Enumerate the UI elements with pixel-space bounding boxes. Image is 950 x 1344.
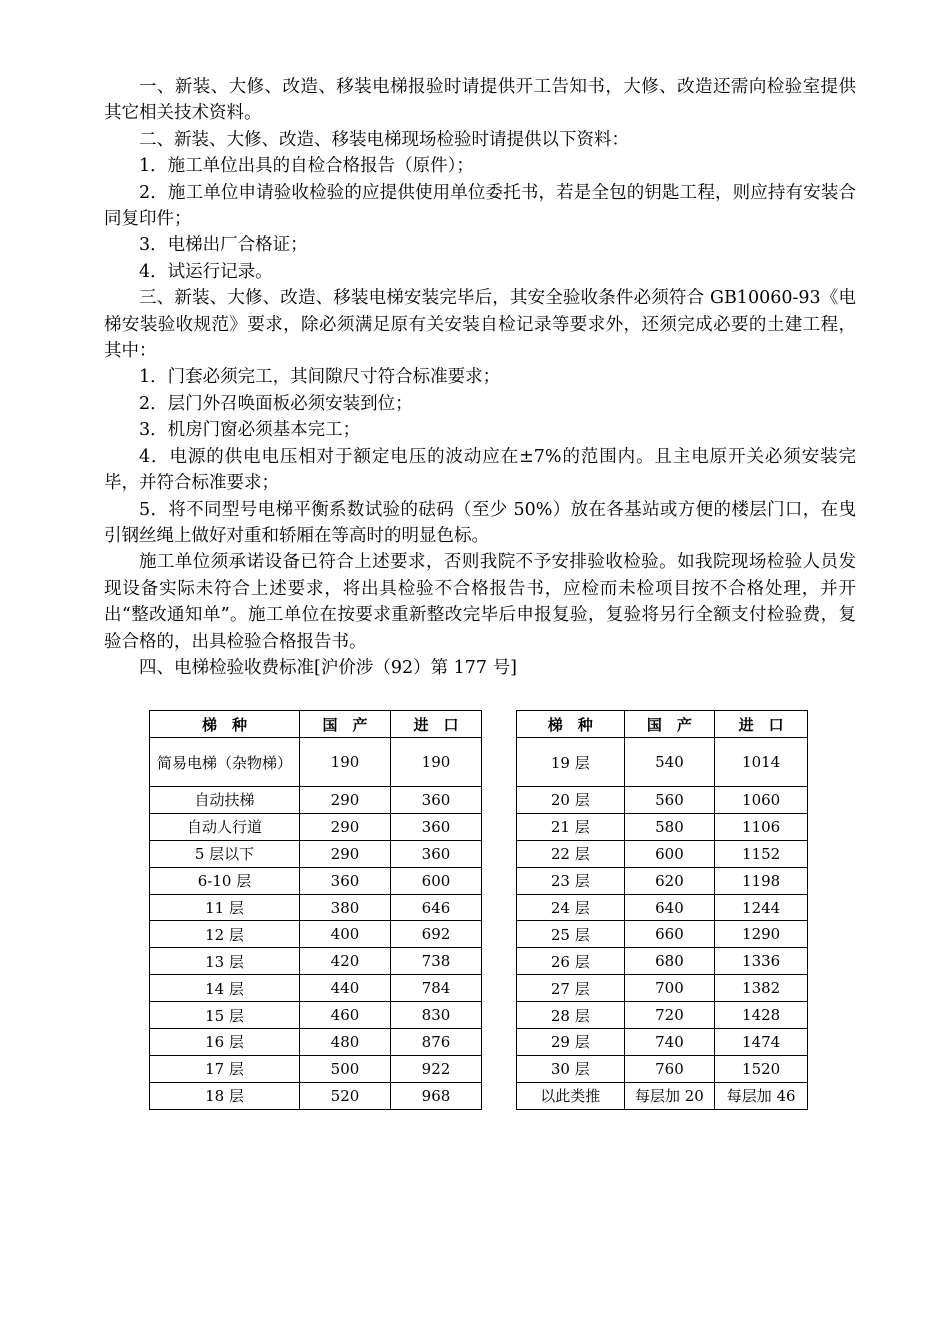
- table-row: [150, 1055, 482, 1082]
- cell-domestic: 680: [624, 948, 715, 975]
- cell-type: 21 层: [517, 813, 625, 840]
- table-row: [517, 921, 808, 948]
- cell-domestic: 540: [624, 738, 715, 787]
- cell-imported: 360: [391, 813, 482, 840]
- cell-domestic: 360: [300, 867, 391, 894]
- cell-domestic: 720: [624, 1002, 715, 1029]
- table-row: [517, 1002, 808, 1029]
- cell-domestic: 290: [300, 787, 391, 814]
- cell-imported: 1290: [715, 921, 808, 948]
- cell-imported: 1014: [715, 738, 808, 787]
- table-row: [150, 813, 482, 840]
- paragraph: 一、新装、大修、改造、移装电梯报验时请提供开工告知书，大修、改造还需向检验室提供其它相关技术资料。: [104, 77, 856, 124]
- list-item: 1．施工单位出具的自检合格报告（原件）；: [139, 156, 474, 177]
- cell-type: 18 层: [150, 1082, 300, 1109]
- list-item: 2．施工单位申请验收检验的应提供使用单位委托书，若是全包的钥匙工程，则应持有安装合同复印件；: [104, 182, 856, 230]
- table-row: [150, 894, 482, 921]
- header-domestic: 国 产: [624, 711, 715, 738]
- cell-type: 22 层: [517, 840, 625, 867]
- header-type: 梯 种: [517, 711, 625, 738]
- table-row: [150, 1082, 482, 1109]
- cell-type: 15 层: [150, 1002, 300, 1029]
- cell-type: 25 层: [517, 921, 625, 948]
- cell-type: 17 层: [150, 1055, 300, 1082]
- document-body: [104, 74, 856, 681]
- cell-imported: 968: [391, 1082, 482, 1109]
- table-row: [517, 867, 808, 894]
- cell-type: 11 层: [150, 894, 300, 921]
- cell-imported: 646: [391, 894, 482, 921]
- header-imported: 进 口: [391, 711, 482, 738]
- cell-type: 14 层: [150, 975, 300, 1002]
- cell-domestic: 580: [624, 813, 715, 840]
- cell-domestic: 660: [624, 921, 715, 948]
- cell-domestic: 460: [300, 1002, 391, 1029]
- cell-imported: 1198: [715, 867, 808, 894]
- cell-imported: 1382: [715, 975, 808, 1002]
- cell-imported: 1060: [715, 787, 808, 814]
- table-row: [150, 840, 482, 867]
- cell-imported: 360: [391, 787, 482, 814]
- list-item: 2．层门外召唤面板必须安装到位；: [139, 393, 413, 414]
- cell-imported: 738: [391, 948, 482, 975]
- fee-table-right: [516, 710, 808, 1110]
- table-header-row: [517, 711, 808, 738]
- cell-imported: 1152: [715, 840, 808, 867]
- cell-type: 6-10 层: [150, 867, 300, 894]
- cell-type: 28 层: [517, 1002, 625, 1029]
- cell-type: 23 层: [517, 867, 625, 894]
- table-row: [150, 1002, 482, 1029]
- table-row: [517, 738, 808, 787]
- section-heading: 四、电梯检验收费标准[沪价涉（92）第 177 号]: [139, 657, 517, 678]
- cell-type: 自动扶梯: [150, 787, 300, 814]
- cell-domestic: 每层加 20: [624, 1082, 715, 1109]
- cell-domestic: 290: [300, 840, 391, 867]
- cell-domestic: 500: [300, 1055, 391, 1082]
- cell-domestic: 380: [300, 894, 391, 921]
- cell-type: 29 层: [517, 1029, 625, 1056]
- cell-imported: 360: [391, 840, 482, 867]
- cell-domestic: 190: [300, 738, 391, 787]
- cell-domestic: 600: [624, 840, 715, 867]
- table-row: [517, 787, 808, 814]
- list-item: 3．机房门窗必须基本完工；: [139, 420, 361, 441]
- cell-imported: 1428: [715, 1002, 808, 1029]
- paragraph: 施工单位须承诺设备已符合上述要求，否则我院不予安排验收检验。如我院现场检验人员发现设备实际未符合上述要求，将出具检验不合格报告书，应检而未检项目按不合格处理，并开出“整改通知单”。施工单位在按要求重新整改完毕后申报复验，复验将另行全额支付检验费，复验合格的，出具检验合格报告书。: [104, 552, 856, 652]
- cell-domestic: 480: [300, 1029, 391, 1056]
- cell-imported: 1106: [715, 813, 808, 840]
- table-row: [150, 867, 482, 894]
- cell-domestic: 700: [624, 975, 715, 1002]
- table-row: [150, 921, 482, 948]
- cell-domestic: 290: [300, 813, 391, 840]
- cell-type: 13 层: [150, 948, 300, 975]
- cell-imported: 每层加 46: [715, 1082, 808, 1109]
- table-row: [517, 813, 808, 840]
- header-imported: 进 口: [715, 711, 808, 738]
- table-header-row: [150, 711, 482, 738]
- cell-imported: 784: [391, 975, 482, 1002]
- cell-type: 16 层: [150, 1029, 300, 1056]
- cell-type: 26 层: [517, 948, 625, 975]
- cell-type: 20 层: [517, 787, 625, 814]
- cell-imported: 190: [391, 738, 482, 787]
- cell-domestic: 640: [624, 894, 715, 921]
- cell-imported: 876: [391, 1029, 482, 1056]
- table-row: [517, 1082, 808, 1109]
- table-row: [517, 1029, 808, 1056]
- list-item: 3．电梯出厂合格证；: [139, 235, 308, 256]
- cell-type: 5 层以下: [150, 840, 300, 867]
- list-item: 1．门套必须完工，其间隙尺寸符合标准要求；: [139, 367, 501, 388]
- cell-type: 27 层: [517, 975, 625, 1002]
- cell-type: 简易电梯（杂物梯）: [150, 738, 300, 787]
- cell-domestic: 560: [624, 787, 715, 814]
- cell-domestic: 740: [624, 1029, 715, 1056]
- table-row: [150, 1029, 482, 1056]
- cell-type: 24 层: [517, 894, 625, 921]
- cell-imported: 692: [391, 921, 482, 948]
- cell-imported: 1336: [715, 948, 808, 975]
- cell-domestic: 520: [300, 1082, 391, 1109]
- cell-domestic: 440: [300, 975, 391, 1002]
- header-type: 梯 种: [150, 711, 300, 738]
- table-row: [517, 894, 808, 921]
- table-row: [517, 975, 808, 1002]
- cell-domestic: 620: [624, 867, 715, 894]
- cell-domestic: 420: [300, 948, 391, 975]
- cell-imported: 600: [391, 867, 482, 894]
- list-item: 4．电源的供电电压相对于额定电压的波动应在±7%的范围内。且主电原开关必须安装完毕，并符合标准要求；: [104, 446, 856, 494]
- paragraph: 三、新装、大修、改造、移装电梯安装完毕后，其安全验收条件必须符合 GB10060-93《电梯安装验收规范》要求，除必须满足原有关安装自检记录等要求外，还须完成必要的土建工程，其中：: [104, 288, 856, 362]
- table-row: [150, 787, 482, 814]
- table-row: [150, 738, 482, 787]
- cell-imported: 922: [391, 1055, 482, 1082]
- cell-domestic: 760: [624, 1055, 715, 1082]
- cell-imported: 1244: [715, 894, 808, 921]
- paragraph: 二、新装、大修、改造、移装电梯现场检验时请提供以下资料：: [139, 129, 629, 150]
- cell-type: 30 层: [517, 1055, 625, 1082]
- table-row: [150, 975, 482, 1002]
- table-row: [517, 840, 808, 867]
- cell-type: 以此类推: [517, 1082, 625, 1109]
- table-row: [517, 1055, 808, 1082]
- cell-domestic: 400: [300, 921, 391, 948]
- list-item: 4．试运行记录。: [139, 261, 273, 282]
- table-row: [150, 948, 482, 975]
- fee-tables: [149, 710, 809, 1108]
- header-domestic: 国 产: [300, 711, 391, 738]
- cell-imported: 1520: [715, 1055, 808, 1082]
- table-row: [517, 948, 808, 975]
- cell-imported: 830: [391, 1002, 482, 1029]
- cell-type: 自动人行道: [150, 813, 300, 840]
- list-item: 5．将不同型号电梯平衡系数试验的砝码（至少 50%）放在各基站或方便的楼层门口，在曳引钢丝绳上做好对重和轿厢在等高时的明显色标。: [104, 499, 856, 546]
- cell-imported: 1474: [715, 1029, 808, 1056]
- fee-table-left: [149, 710, 482, 1110]
- cell-type: 19 层: [517, 738, 625, 787]
- cell-type: 12 层: [150, 921, 300, 948]
